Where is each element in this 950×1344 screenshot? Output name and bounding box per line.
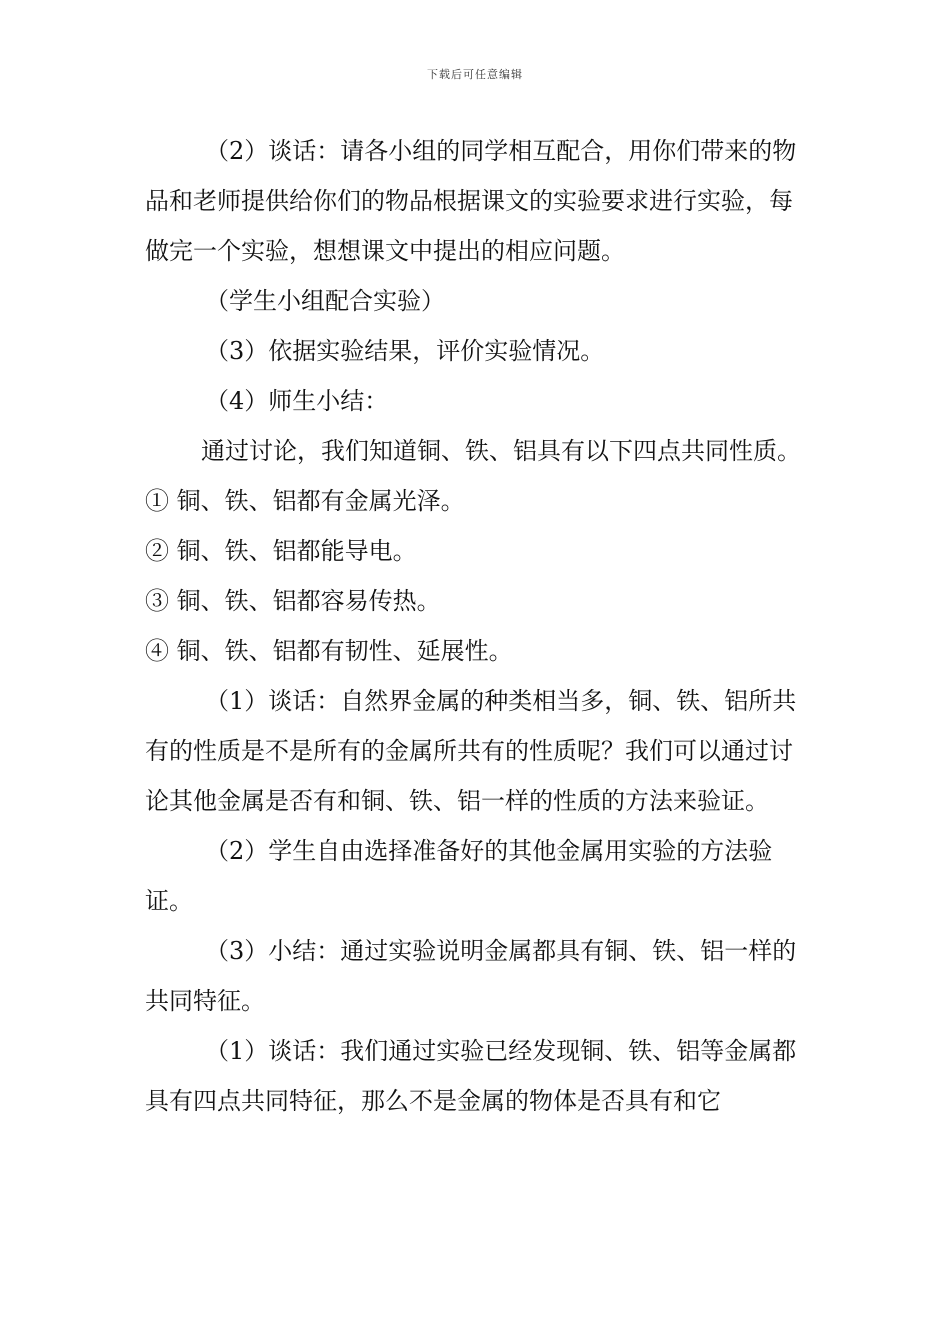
- list-item-ductility: ④ 铜、铁、铝都有韧性、延展性。: [145, 637, 513, 665]
- paragraph-group-experiment: （学生小组配合实验）: [205, 287, 445, 315]
- list-item-conductivity: ② 铜、铁、铝都能导电。: [145, 537, 417, 565]
- page-header: 下载后可任意编辑: [427, 68, 523, 81]
- paragraph-common-properties: 通过讨论，我们知道铜、铁、铝具有以下四点共同性质。: [201, 437, 801, 465]
- document-body: [145, 126, 810, 1126]
- paragraph-student-verify: （2）学生自由选择准备好的其他金属用实验的方法验证。: [145, 837, 773, 915]
- list-item-heat: ③ 铜、铁、铝都容易传热。: [145, 587, 441, 615]
- paragraph-discussion-2: （2）谈话：请各小组的同学相互配合，用你们带来的物品和老师提供给你们的物品根据课文的实验要求进行实验，每做完一个实验，想想课文中提出的相应问题。: [145, 137, 797, 265]
- paragraph-other-metals-question: （1）谈话：自然界金属的种类相当多，铜、铁、铝所共有的性质是不是所有的金属所共有的性质呢？我们可以通过讨论其他金属是否有和铜、铁、铝一样的性质的方法来验证。: [145, 687, 797, 815]
- paragraph-summary-heading: （4）师生小结：: [205, 387, 389, 415]
- list-item-luster: ① 铜、铁、铝都有金属光泽。: [145, 487, 465, 515]
- paragraph-conclusion: （3）小结：通过实验说明金属都具有铜、铁、铝一样的共同特征。: [145, 937, 797, 1015]
- paragraph-non-metals-question: （1）谈话：我们通过实验已经发现铜、铁、铝等金属都具有四点共同特征，那么不是金属的物体是否具有和它: [145, 1037, 797, 1115]
- paragraph-evaluate: （3）依据实验结果，评价实验情况。: [205, 337, 605, 365]
